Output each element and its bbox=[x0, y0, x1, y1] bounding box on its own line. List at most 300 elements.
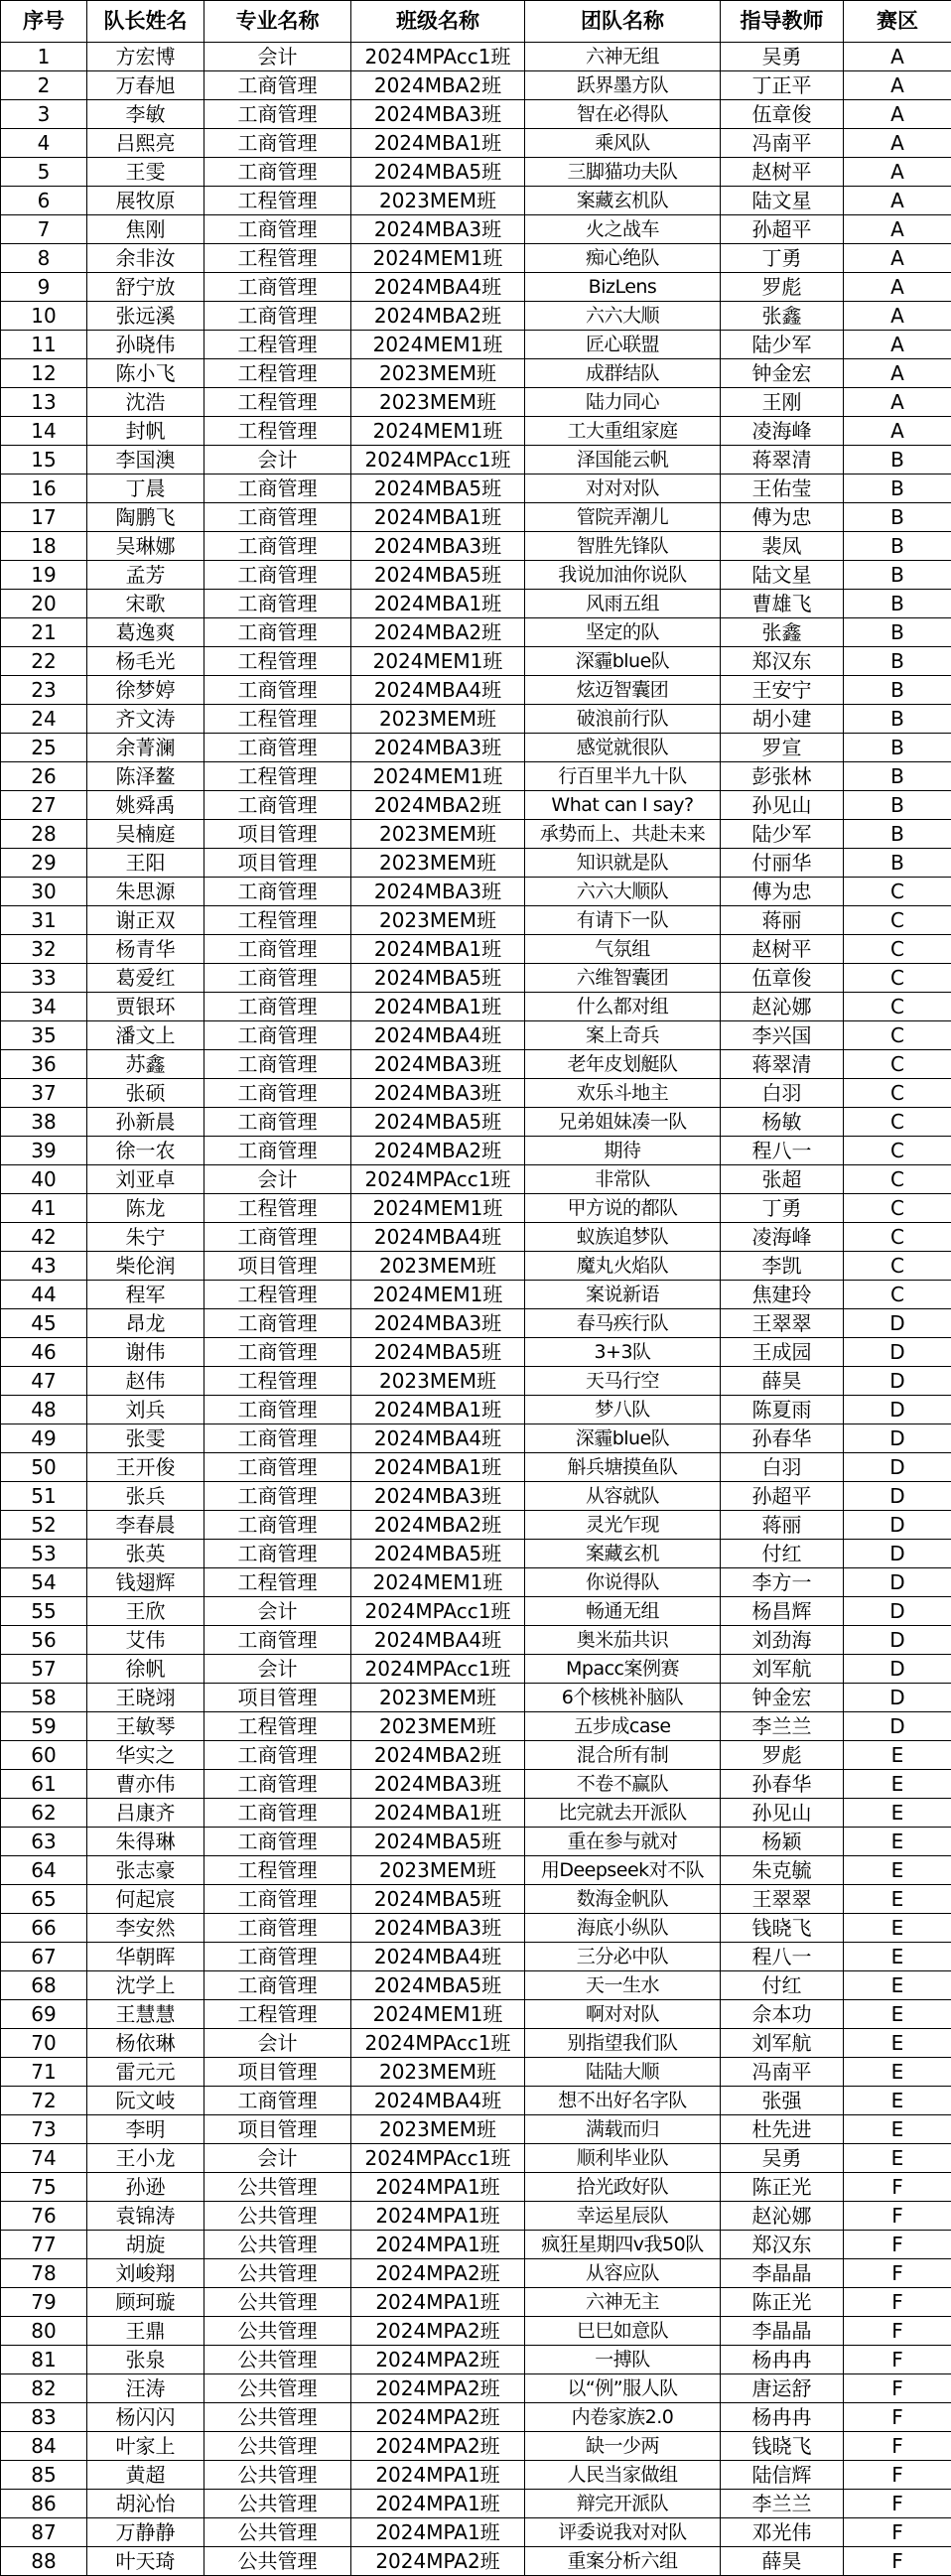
cell-major: 工商管理 bbox=[204, 1223, 351, 1252]
cell-captain: 宋歌 bbox=[87, 590, 204, 618]
cell-advisor: 赵沁娜 bbox=[721, 993, 844, 1021]
cell-team: BizLens bbox=[525, 273, 721, 302]
cell-major: 工商管理 bbox=[204, 1108, 351, 1137]
cell-major: 工商管理 bbox=[204, 532, 351, 561]
table-row bbox=[1, 561, 951, 590]
cell-team: 你说得队 bbox=[525, 1568, 721, 1597]
cell-team: 风雨五组 bbox=[525, 590, 721, 618]
cell-team: 工大重组家庭 bbox=[525, 417, 721, 446]
cell-advisor: 张强 bbox=[721, 2087, 844, 2115]
cell-class: 2024MBA3班 bbox=[351, 734, 525, 762]
cell-division: F bbox=[844, 2346, 951, 2374]
cell-division: E bbox=[844, 1741, 951, 1770]
cell-team: 陆力同心 bbox=[525, 388, 721, 417]
cell-class: 2024MBA3班 bbox=[351, 1770, 525, 1799]
table-row bbox=[1, 2547, 951, 2576]
cell-advisor: 凌海峰 bbox=[721, 1223, 844, 1252]
table-row bbox=[1, 1741, 951, 1770]
cell-class: 2023MEM班 bbox=[351, 1856, 525, 1885]
cell-division: B bbox=[844, 446, 951, 475]
table-row bbox=[1, 2461, 951, 2490]
cell-captain: 曹亦伟 bbox=[87, 1770, 204, 1799]
cell-advisor: 陆信辉 bbox=[721, 2461, 844, 2490]
cell-captain: 杨青华 bbox=[87, 935, 204, 964]
cell-advisor: 钟金宏 bbox=[721, 1684, 844, 1712]
cell-division: C bbox=[844, 1223, 951, 1252]
cell-major: 工商管理 bbox=[204, 561, 351, 590]
cell-index: 2 bbox=[1, 71, 87, 100]
cell-index: 65 bbox=[1, 1885, 87, 1914]
cell-team: 案说新语 bbox=[525, 1281, 721, 1309]
cell-division: E bbox=[844, 1856, 951, 1885]
cell-captain: 徐帆 bbox=[87, 1655, 204, 1684]
cell-class: 2024MPAcc1班 bbox=[351, 43, 525, 71]
table-row bbox=[1, 1914, 951, 1943]
table-row bbox=[1, 302, 951, 331]
cell-advisor: 罗宣 bbox=[721, 734, 844, 762]
cell-major: 项目管理 bbox=[204, 2115, 351, 2144]
cell-division: E bbox=[844, 1943, 951, 1971]
cell-index: 7 bbox=[1, 215, 87, 244]
cell-advisor: 蒋翠清 bbox=[721, 446, 844, 475]
cell-team: 从容就队 bbox=[525, 1482, 721, 1511]
cell-advisor: 罗彪 bbox=[721, 273, 844, 302]
cell-division: B bbox=[844, 849, 951, 878]
cell-major: 公共管理 bbox=[204, 2547, 351, 2576]
cell-class: 2023MEM班 bbox=[351, 359, 525, 388]
cell-class: 2023MEM班 bbox=[351, 388, 525, 417]
cell-captain: 华朝晖 bbox=[87, 1943, 204, 1971]
cell-class: 2024MBA5班 bbox=[351, 1338, 525, 1367]
table-row bbox=[1, 1712, 951, 1741]
cell-captain: 王雯 bbox=[87, 158, 204, 187]
table-row bbox=[1, 187, 951, 215]
cell-captain: 徐一农 bbox=[87, 1137, 204, 1165]
cell-major: 工程管理 bbox=[204, 705, 351, 734]
cell-advisor: 丁勇 bbox=[721, 1194, 844, 1223]
cell-class: 2024MPAcc1班 bbox=[351, 2144, 525, 2173]
cell-team: 6个核桃补脑队 bbox=[525, 1684, 721, 1712]
cell-index: 46 bbox=[1, 1338, 87, 1367]
cell-division: F bbox=[844, 2288, 951, 2317]
cell-major: 工商管理 bbox=[204, 2087, 351, 2115]
cell-major: 工商管理 bbox=[204, 1050, 351, 1079]
cell-major: 公共管理 bbox=[204, 2288, 351, 2317]
cell-captain: 朱宁 bbox=[87, 1223, 204, 1252]
cell-major: 项目管理 bbox=[204, 1684, 351, 1712]
cell-team: 以“例”服人队 bbox=[525, 2374, 721, 2403]
cell-captain: 杨闪闪 bbox=[87, 2403, 204, 2432]
cell-index: 4 bbox=[1, 129, 87, 158]
cell-team: 案上奇兵 bbox=[525, 1021, 721, 1050]
cell-team: 非常队 bbox=[525, 1165, 721, 1194]
cell-team: 拾光政好队 bbox=[525, 2173, 721, 2202]
cell-index: 78 bbox=[1, 2259, 87, 2288]
cell-captain: 刘峻翔 bbox=[87, 2259, 204, 2288]
cell-division: C bbox=[844, 993, 951, 1021]
cell-division: D bbox=[844, 1453, 951, 1482]
cell-advisor: 白羽 bbox=[721, 1453, 844, 1482]
table-row bbox=[1, 2231, 951, 2259]
cell-division: F bbox=[844, 2490, 951, 2518]
cell-major: 工商管理 bbox=[204, 129, 351, 158]
cell-class: 2024MEM1班 bbox=[351, 2000, 525, 2029]
cell-major: 工商管理 bbox=[204, 791, 351, 820]
cell-index: 49 bbox=[1, 1424, 87, 1453]
table-row bbox=[1, 2144, 951, 2173]
cell-class: 2024MEM1班 bbox=[351, 647, 525, 676]
cell-major: 会计 bbox=[204, 446, 351, 475]
cell-class: 2024MBA4班 bbox=[351, 1424, 525, 1453]
table-row bbox=[1, 734, 951, 762]
cell-class: 2024MBA5班 bbox=[351, 1540, 525, 1568]
cell-captain: 沈浩 bbox=[87, 388, 204, 417]
cell-major: 公共管理 bbox=[204, 2403, 351, 2432]
cell-captain: 何起宸 bbox=[87, 1885, 204, 1914]
cell-division: D bbox=[844, 1568, 951, 1597]
cell-advisor: 王成园 bbox=[721, 1338, 844, 1367]
cell-captain: 余菁澜 bbox=[87, 734, 204, 762]
cell-captain: 钱翅辉 bbox=[87, 1568, 204, 1597]
table-row bbox=[1, 1079, 951, 1108]
cell-class: 2024MBA4班 bbox=[351, 273, 525, 302]
cell-advisor: 陈正光 bbox=[721, 2288, 844, 2317]
cell-captain: 万春旭 bbox=[87, 71, 204, 100]
cell-advisor: 傅为忠 bbox=[721, 878, 844, 906]
cell-team: 3+3队 bbox=[525, 1338, 721, 1367]
cell-index: 50 bbox=[1, 1453, 87, 1482]
cell-index: 19 bbox=[1, 561, 87, 590]
cell-team: Mpacc案例赛 bbox=[525, 1655, 721, 1684]
cell-major: 会计 bbox=[204, 2144, 351, 2173]
cell-advisor: 曹雄飞 bbox=[721, 590, 844, 618]
cell-index: 64 bbox=[1, 1856, 87, 1885]
cell-advisor: 邓光伟 bbox=[721, 2518, 844, 2547]
cell-division: E bbox=[844, 1885, 951, 1914]
cell-captain: 葛逸爽 bbox=[87, 618, 204, 647]
cell-major: 工程管理 bbox=[204, 388, 351, 417]
cell-class: 2024MBA2班 bbox=[351, 1137, 525, 1165]
cell-major: 工商管理 bbox=[204, 878, 351, 906]
cell-index: 11 bbox=[1, 331, 87, 359]
cell-division: A bbox=[844, 417, 951, 446]
cell-class: 2024MBA5班 bbox=[351, 964, 525, 993]
cell-team: 幸运星辰队 bbox=[525, 2202, 721, 2231]
cell-captain: 张英 bbox=[87, 1540, 204, 1568]
cell-division: B bbox=[844, 590, 951, 618]
cell-index: 9 bbox=[1, 273, 87, 302]
cell-division: A bbox=[844, 388, 951, 417]
cell-class: 2023MEM班 bbox=[351, 2058, 525, 2087]
cell-class: 2024MBA3班 bbox=[351, 1914, 525, 1943]
cell-class: 2024MBA3班 bbox=[351, 1079, 525, 1108]
table-row bbox=[1, 71, 951, 100]
table-row bbox=[1, 1137, 951, 1165]
cell-index: 54 bbox=[1, 1568, 87, 1597]
table-row bbox=[1, 273, 951, 302]
cell-captain: 叶天琦 bbox=[87, 2547, 204, 2576]
cell-index: 77 bbox=[1, 2231, 87, 2259]
table-row bbox=[1, 2288, 951, 2317]
cell-major: 工程管理 bbox=[204, 417, 351, 446]
cell-division: A bbox=[844, 331, 951, 359]
cell-captain: 陶鹏飞 bbox=[87, 503, 204, 532]
cell-division: A bbox=[844, 273, 951, 302]
cell-captain: 王小龙 bbox=[87, 2144, 204, 2173]
cell-team: 深霾blue队 bbox=[525, 647, 721, 676]
cell-major: 公共管理 bbox=[204, 2173, 351, 2202]
cell-captain: 王欣 bbox=[87, 1597, 204, 1626]
cell-index: 62 bbox=[1, 1799, 87, 1828]
cell-team: 魔丸火焰队 bbox=[525, 1252, 721, 1281]
cell-index: 5 bbox=[1, 158, 87, 187]
cell-team: 梦八队 bbox=[525, 1396, 721, 1424]
header-row bbox=[1, 1, 951, 43]
cell-advisor: 胡小建 bbox=[721, 705, 844, 734]
cell-captain: 程军 bbox=[87, 1281, 204, 1309]
cell-captain: 汪涛 bbox=[87, 2374, 204, 2403]
cell-advisor: 李方一 bbox=[721, 1568, 844, 1597]
cell-division: A bbox=[844, 129, 951, 158]
cell-division: D bbox=[844, 1511, 951, 1540]
cell-index: 82 bbox=[1, 2374, 87, 2403]
cell-captain: 雷元元 bbox=[87, 2058, 204, 2087]
cell-major: 工商管理 bbox=[204, 1540, 351, 1568]
cell-class: 2024MBA5班 bbox=[351, 1108, 525, 1137]
cell-captain: 陈小飞 bbox=[87, 359, 204, 388]
cell-advisor: 陆文星 bbox=[721, 187, 844, 215]
cell-class: 2024MBA1班 bbox=[351, 129, 525, 158]
table-row bbox=[1, 1943, 951, 1971]
cell-team: 别指望我们队 bbox=[525, 2029, 721, 2058]
cell-captain: 张远溪 bbox=[87, 302, 204, 331]
cell-division: D bbox=[844, 1626, 951, 1655]
cell-team: 五步成case bbox=[525, 1712, 721, 1741]
cell-advisor: 伍章俊 bbox=[721, 964, 844, 993]
cell-captain: 李国澳 bbox=[87, 446, 204, 475]
cell-captain: 李敏 bbox=[87, 100, 204, 129]
cell-major: 工商管理 bbox=[204, 1511, 351, 1540]
cell-division: F bbox=[844, 2231, 951, 2259]
cell-team: 痴心绝队 bbox=[525, 244, 721, 273]
cell-index: 52 bbox=[1, 1511, 87, 1540]
cell-class: 2024MBA2班 bbox=[351, 71, 525, 100]
table-row bbox=[1, 1223, 951, 1252]
cell-index: 69 bbox=[1, 2000, 87, 2029]
cell-advisor: 焦建玲 bbox=[721, 1281, 844, 1309]
cell-class: 2024MBA3班 bbox=[351, 100, 525, 129]
cell-class: 2024MBA1班 bbox=[351, 503, 525, 532]
cell-class: 2023MEM班 bbox=[351, 820, 525, 849]
cell-team: 陆陆大顺 bbox=[525, 2058, 721, 2087]
cell-class: 2024MEM1班 bbox=[351, 762, 525, 791]
cell-index: 80 bbox=[1, 2317, 87, 2346]
cell-team: 混合所有制 bbox=[525, 1741, 721, 1770]
cell-team: 老年皮划艇队 bbox=[525, 1050, 721, 1079]
cell-division: D bbox=[844, 1684, 951, 1712]
cell-advisor: 傅为忠 bbox=[721, 503, 844, 532]
table-row bbox=[1, 1050, 951, 1079]
cell-team: 人民当家做组 bbox=[525, 2461, 721, 2490]
table-row bbox=[1, 1684, 951, 1712]
cell-major: 项目管理 bbox=[204, 2058, 351, 2087]
cell-captain: 王慧慧 bbox=[87, 2000, 204, 2029]
cell-advisor: 赵沁娜 bbox=[721, 2202, 844, 2231]
cell-captain: 阮文岐 bbox=[87, 2087, 204, 2115]
cell-captain: 吕熙亮 bbox=[87, 129, 204, 158]
cell-major: 工商管理 bbox=[204, 1741, 351, 1770]
cell-division: C bbox=[844, 935, 951, 964]
cell-captain: 袁锦涛 bbox=[87, 2202, 204, 2231]
table-row bbox=[1, 1856, 951, 1885]
cell-team: 有请下一队 bbox=[525, 906, 721, 935]
cell-major: 公共管理 bbox=[204, 2317, 351, 2346]
cell-division: F bbox=[844, 2461, 951, 2490]
cell-index: 86 bbox=[1, 2490, 87, 2518]
cell-team: 用Deepseek对不队 bbox=[525, 1856, 721, 1885]
cell-major: 会计 bbox=[204, 1165, 351, 1194]
cell-advisor: 李兴国 bbox=[721, 1021, 844, 1050]
cell-major: 工程管理 bbox=[204, 906, 351, 935]
cell-advisor: 杜先进 bbox=[721, 2115, 844, 2144]
cell-index: 34 bbox=[1, 993, 87, 1021]
cell-division: D bbox=[844, 1482, 951, 1511]
cell-captain: 吴楠庭 bbox=[87, 820, 204, 849]
table-body bbox=[1, 43, 951, 2576]
cell-captain: 丁晨 bbox=[87, 475, 204, 503]
cell-team: 六神无主 bbox=[525, 2288, 721, 2317]
table-row bbox=[1, 1971, 951, 2000]
cell-team: 巳巳如意队 bbox=[525, 2317, 721, 2346]
cell-major: 工程管理 bbox=[204, 1194, 351, 1223]
cell-advisor: 伍章俊 bbox=[721, 100, 844, 129]
cell-major: 公共管理 bbox=[204, 2518, 351, 2547]
cell-class: 2024MBA3班 bbox=[351, 1482, 525, 1511]
cell-team: 蚁族追梦队 bbox=[525, 1223, 721, 1252]
cell-major: 项目管理 bbox=[204, 849, 351, 878]
cell-index: 59 bbox=[1, 1712, 87, 1741]
cell-team: 跃界墨方队 bbox=[525, 71, 721, 100]
cell-captain: 葛爱红 bbox=[87, 964, 204, 993]
cell-team: 六神无组 bbox=[525, 43, 721, 71]
cell-team: 知识就是队 bbox=[525, 849, 721, 878]
cell-advisor: 郑汉东 bbox=[721, 647, 844, 676]
cell-class: 2024MPA2班 bbox=[351, 2374, 525, 2403]
cell-class: 2024MBA2班 bbox=[351, 302, 525, 331]
cell-team: 海底小纵队 bbox=[525, 1914, 721, 1943]
cell-captain: 昂龙 bbox=[87, 1309, 204, 1338]
cell-division: C bbox=[844, 1079, 951, 1108]
cell-index: 68 bbox=[1, 1971, 87, 2000]
table-row bbox=[1, 1828, 951, 1856]
cell-captain: 杨毛光 bbox=[87, 647, 204, 676]
cell-index: 36 bbox=[1, 1050, 87, 1079]
cell-team: 六六大顺 bbox=[525, 302, 721, 331]
cell-major: 工程管理 bbox=[204, 647, 351, 676]
cell-advisor: 张鑫 bbox=[721, 302, 844, 331]
cell-team: 天一生水 bbox=[525, 1971, 721, 2000]
cell-class: 2024MPA2班 bbox=[351, 2547, 525, 2576]
cell-team: 泽国能云帆 bbox=[525, 446, 721, 475]
cell-captain: 张雯 bbox=[87, 1424, 204, 1453]
cell-index: 41 bbox=[1, 1194, 87, 1223]
cell-division: E bbox=[844, 1971, 951, 2000]
cell-index: 71 bbox=[1, 2058, 87, 2087]
cell-captain: 舒宁放 bbox=[87, 273, 204, 302]
cell-team: 辩完开派队 bbox=[525, 2490, 721, 2518]
table-row bbox=[1, 2432, 951, 2461]
cell-division: A bbox=[844, 302, 951, 331]
cell-class: 2024MBA4班 bbox=[351, 1943, 525, 1971]
cell-index: 18 bbox=[1, 532, 87, 561]
cell-team: 兄弟姐妹凑一队 bbox=[525, 1108, 721, 1137]
cell-team: 破浪前行队 bbox=[525, 705, 721, 734]
cell-team: 管院弄潮儿 bbox=[525, 503, 721, 532]
cell-team: 欢乐斗地主 bbox=[525, 1079, 721, 1108]
cell-index: 22 bbox=[1, 647, 87, 676]
cell-division: C bbox=[844, 878, 951, 906]
table-row bbox=[1, 532, 951, 561]
table-row bbox=[1, 1885, 951, 1914]
cell-index: 58 bbox=[1, 1684, 87, 1712]
cell-captain: 谢伟 bbox=[87, 1338, 204, 1367]
cell-major: 工商管理 bbox=[204, 1482, 351, 1511]
table-row bbox=[1, 849, 951, 878]
cell-advisor: 赵树平 bbox=[721, 158, 844, 187]
cell-major: 工商管理 bbox=[204, 590, 351, 618]
cell-advisor: 蒋翠清 bbox=[721, 1050, 844, 1079]
cell-major: 工商管理 bbox=[204, 1770, 351, 1799]
table-row bbox=[1, 590, 951, 618]
cell-index: 26 bbox=[1, 762, 87, 791]
cell-captain: 王阳 bbox=[87, 849, 204, 878]
cell-major: 工程管理 bbox=[204, 2000, 351, 2029]
cell-captain: 姚舜禹 bbox=[87, 791, 204, 820]
cell-index: 6 bbox=[1, 187, 87, 215]
cell-index: 40 bbox=[1, 1165, 87, 1194]
cell-major: 工商管理 bbox=[204, 1626, 351, 1655]
table-row bbox=[1, 1252, 951, 1281]
cell-index: 28 bbox=[1, 820, 87, 849]
cell-class: 2024MPAcc1班 bbox=[351, 446, 525, 475]
cell-class: 2024MBA3班 bbox=[351, 878, 525, 906]
cell-division: D bbox=[844, 1424, 951, 1453]
cell-index: 79 bbox=[1, 2288, 87, 2317]
cell-major: 工商管理 bbox=[204, 71, 351, 100]
table-row bbox=[1, 1338, 951, 1367]
cell-index: 63 bbox=[1, 1828, 87, 1856]
cell-major: 工程管理 bbox=[204, 1281, 351, 1309]
cell-index: 48 bbox=[1, 1396, 87, 1424]
cell-division: C bbox=[844, 1194, 951, 1223]
table-row bbox=[1, 1655, 951, 1684]
cell-team: 承势而上、共赴未来 bbox=[525, 820, 721, 849]
header-cell-advisor: 指导教师 bbox=[721, 1, 844, 43]
cell-team: 重在参与就对 bbox=[525, 1828, 721, 1856]
cell-major: 公共管理 bbox=[204, 2374, 351, 2403]
cell-major: 公共管理 bbox=[204, 2202, 351, 2231]
cell-division: B bbox=[844, 820, 951, 849]
cell-major: 工商管理 bbox=[204, 1885, 351, 1914]
table-row bbox=[1, 503, 951, 532]
cell-major: 公共管理 bbox=[204, 2259, 351, 2288]
cell-team: 从容应队 bbox=[525, 2259, 721, 2288]
cell-division: A bbox=[844, 244, 951, 273]
cell-class: 2023MEM班 bbox=[351, 1367, 525, 1396]
cell-class: 2024MBA3班 bbox=[351, 1050, 525, 1079]
cell-index: 88 bbox=[1, 2547, 87, 2576]
cell-index: 30 bbox=[1, 878, 87, 906]
